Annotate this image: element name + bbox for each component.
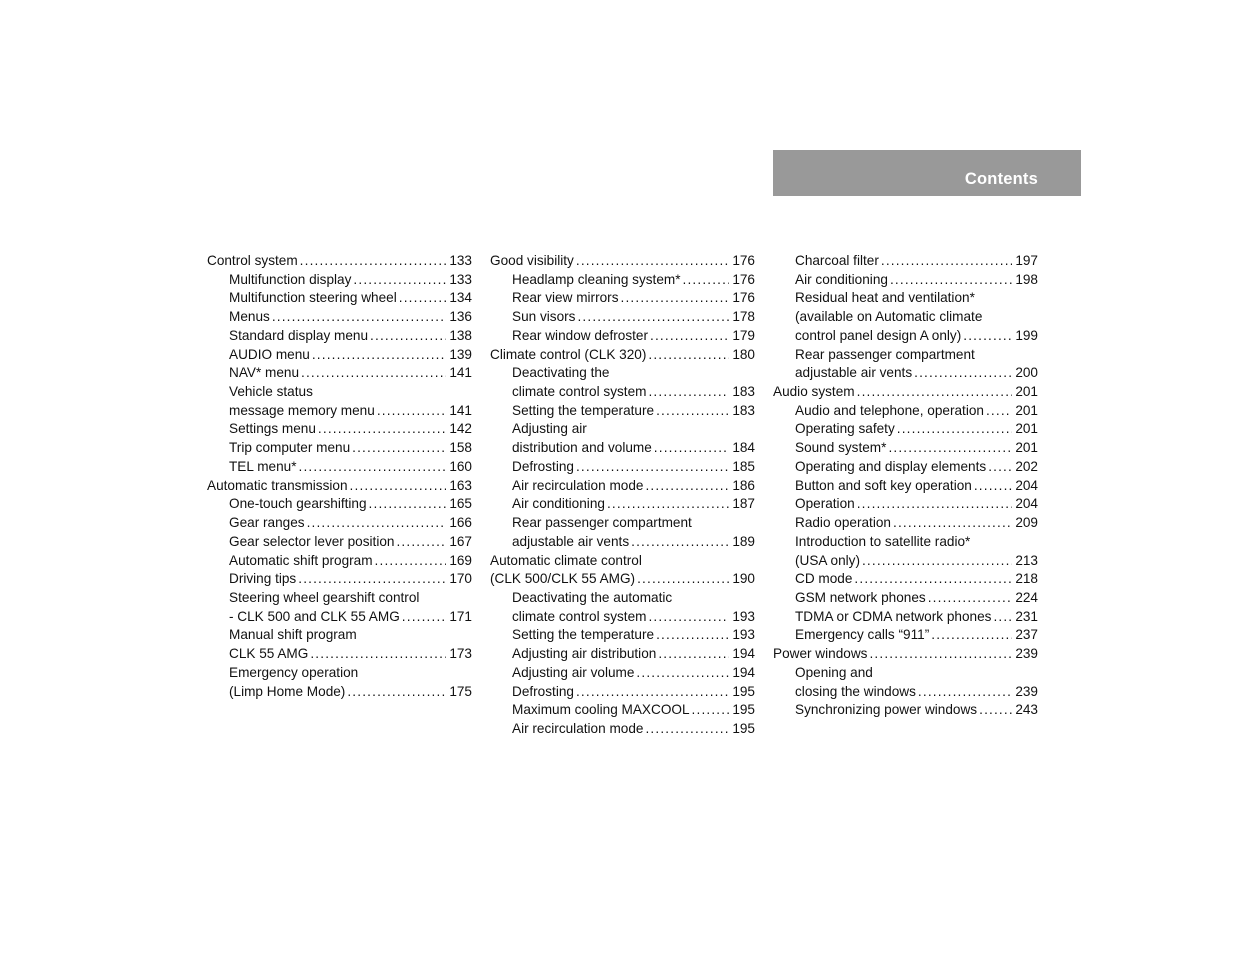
toc-dot-leader bbox=[621, 289, 730, 308]
toc-page-number: 186 bbox=[732, 477, 755, 493]
toc-dot-leader bbox=[648, 383, 729, 402]
toc-entry-title: Climate control (CLK 320) bbox=[490, 346, 647, 362]
toc-entry-title: Introduction to satellite radio* bbox=[795, 533, 971, 549]
toc-dot-leader bbox=[350, 477, 446, 496]
toc-page-number: 133 bbox=[449, 253, 472, 268]
toc-entry-title: Maximum cooling MAXCOOL bbox=[512, 702, 690, 718]
toc-entry-title: Automatic shift program bbox=[229, 552, 373, 568]
toc-entry[interactable] bbox=[490, 458, 755, 477]
toc-dot-leader bbox=[928, 589, 1012, 608]
toc-entry-title: (Limp Home Mode) bbox=[229, 683, 346, 699]
toc-entry[interactable] bbox=[773, 439, 1038, 458]
toc-entry-title: (CLK 500/CLK 55 AMG) bbox=[490, 571, 636, 587]
toc-page-number: 141 bbox=[449, 402, 472, 418]
toc-dot-leader bbox=[607, 495, 729, 514]
toc-page-number: 176 bbox=[732, 290, 755, 306]
toc-dot-leader bbox=[576, 458, 729, 477]
toc-entry[interactable] bbox=[490, 701, 755, 720]
toc-entry-title: Adjusting air bbox=[512, 421, 587, 437]
toc-entry[interactable] bbox=[490, 383, 755, 402]
toc-entry[interactable] bbox=[207, 364, 472, 383]
toc-page-number: 184 bbox=[732, 440, 755, 456]
toc-column-3 bbox=[773, 252, 1038, 720]
toc-entry[interactable] bbox=[490, 327, 755, 346]
toc-entry-title: adjustable air vents bbox=[512, 533, 630, 549]
toc-dot-leader bbox=[402, 608, 446, 627]
toc-entry[interactable] bbox=[773, 683, 1038, 702]
toc-entry-title: climate control system bbox=[512, 608, 647, 624]
toc-entry-title: Deactivating the automatic bbox=[512, 589, 673, 605]
toc-entry-title: Manual shift program bbox=[229, 627, 357, 643]
toc-dot-leader bbox=[656, 626, 729, 645]
toc-entry-title: Vehicle status bbox=[229, 384, 313, 400]
toc-entry-continued bbox=[773, 664, 1038, 683]
toc-page-number: 170 bbox=[449, 571, 472, 587]
toc-page-number: 194 bbox=[732, 646, 755, 662]
toc-page-number: 133 bbox=[449, 271, 472, 287]
toc-entry[interactable] bbox=[207, 402, 472, 421]
toc-dot-leader bbox=[576, 683, 729, 702]
toc-entry-title: Operating and display elements bbox=[795, 458, 987, 474]
toc-entry-title: NAV* menu bbox=[229, 365, 300, 381]
toc-entry[interactable] bbox=[773, 420, 1038, 439]
toc-entry-title: Adjusting air distribution bbox=[512, 646, 657, 662]
toc-entry-continued bbox=[773, 289, 1038, 308]
toc-entry-title: Good visibility bbox=[490, 253, 574, 268]
toc-page-number: 189 bbox=[732, 533, 755, 549]
toc-entry[interactable] bbox=[207, 477, 472, 496]
toc-dot-leader bbox=[648, 346, 729, 365]
toc-entry[interactable] bbox=[490, 720, 755, 739]
toc-entry[interactable] bbox=[773, 589, 1038, 608]
toc-page-number: 204 bbox=[1015, 496, 1038, 512]
toc-dot-leader bbox=[272, 308, 446, 327]
toc-entry[interactable] bbox=[773, 514, 1038, 533]
toc-entry-continued bbox=[207, 589, 472, 608]
toc-page-number: 139 bbox=[449, 346, 472, 362]
toc-entry[interactable] bbox=[773, 608, 1038, 627]
contents-header-bar bbox=[773, 150, 1081, 196]
toc-page-number: 142 bbox=[449, 421, 472, 437]
toc-entry[interactable] bbox=[773, 458, 1038, 477]
toc-page-number: 243 bbox=[1015, 702, 1038, 718]
toc-column-2 bbox=[490, 252, 755, 739]
toc-entry-title: Rear window defroster bbox=[512, 327, 648, 343]
toc-page-number: 183 bbox=[732, 402, 755, 418]
page-title: Contents bbox=[964, 170, 1038, 188]
toc-dot-leader bbox=[974, 477, 1012, 496]
toc-entry-title: Residual heat and ventilation* bbox=[795, 290, 975, 306]
toc-entry-title: Automatic climate control bbox=[490, 552, 642, 568]
toc-entry-title: Trip computer menu bbox=[229, 440, 351, 456]
toc-entry[interactable] bbox=[207, 308, 472, 327]
toc-page-number: 201 bbox=[1015, 384, 1038, 400]
toc-dot-leader bbox=[300, 252, 446, 271]
toc-entry[interactable] bbox=[490, 608, 755, 627]
toc-entry-title: Setting the temperature bbox=[512, 402, 655, 418]
toc-entry-continued bbox=[207, 626, 472, 645]
toc-entry[interactable] bbox=[490, 308, 755, 327]
toc-dot-leader bbox=[577, 308, 729, 327]
toc-dot-leader bbox=[645, 477, 729, 496]
toc-entry-title: CLK 55 AMG bbox=[229, 646, 309, 662]
toc-dot-leader bbox=[307, 514, 446, 533]
toc-entry-title: Headlamp cleaning system* bbox=[512, 271, 681, 287]
toc-entry[interactable] bbox=[773, 645, 1038, 664]
toc-dot-leader bbox=[893, 514, 1012, 533]
toc-page-number: 190 bbox=[732, 571, 755, 587]
toc-page-number: 231 bbox=[1015, 608, 1038, 624]
toc-entry[interactable] bbox=[490, 289, 755, 308]
toc-entry[interactable] bbox=[773, 552, 1038, 571]
toc-page-number: 176 bbox=[732, 253, 755, 268]
toc-page-number: 193 bbox=[732, 627, 755, 643]
toc-entry-title: climate control system bbox=[512, 384, 647, 400]
toc-entry-title: Button and soft key operation bbox=[795, 477, 972, 493]
toc-entry[interactable] bbox=[773, 626, 1038, 645]
toc-dot-leader bbox=[318, 420, 446, 439]
toc-entry[interactable] bbox=[490, 626, 755, 645]
toc-page-number: 209 bbox=[1015, 515, 1038, 531]
toc-page-number: 202 bbox=[1015, 458, 1038, 474]
toc-dot-leader bbox=[869, 645, 1012, 664]
toc-entry[interactable] bbox=[207, 570, 472, 589]
toc-entry[interactable] bbox=[490, 439, 755, 458]
toc-page-number: 200 bbox=[1015, 365, 1038, 381]
toc-entry[interactable] bbox=[490, 477, 755, 496]
toc-entry[interactable] bbox=[207, 533, 472, 552]
toc-page-number: 224 bbox=[1015, 589, 1038, 605]
toc-entry-title: Sun visors bbox=[512, 309, 576, 325]
toc-dot-leader bbox=[352, 439, 446, 458]
toc-entry-title: TDMA or CDMA network phones bbox=[795, 608, 992, 624]
toc-entry-title: closing the windows bbox=[795, 683, 916, 699]
toc-page-number: 165 bbox=[449, 496, 472, 512]
toc-dot-leader bbox=[692, 701, 729, 720]
toc-entry-title: (available on Automatic climate bbox=[795, 309, 983, 325]
toc-page-number: 166 bbox=[449, 515, 472, 531]
toc-entry[interactable] bbox=[490, 346, 755, 365]
toc-entry-title: Multifunction steering wheel bbox=[229, 290, 397, 306]
toc-entry[interactable] bbox=[207, 327, 472, 346]
toc-page-number: 180 bbox=[732, 346, 755, 362]
toc-page-number: 197 bbox=[1015, 253, 1038, 268]
toc-dot-leader bbox=[918, 683, 1012, 702]
toc-entry[interactable] bbox=[773, 383, 1038, 402]
toc-entry[interactable] bbox=[207, 514, 472, 533]
toc-entry-title: Automatic transmission bbox=[207, 477, 348, 493]
toc-dot-leader bbox=[931, 626, 1012, 645]
toc-entry-title: Control system bbox=[207, 253, 298, 268]
toc-entry[interactable] bbox=[207, 252, 472, 271]
toc-entry-title: Charcoal filter bbox=[795, 253, 879, 268]
toc-dot-leader bbox=[979, 701, 1012, 720]
toc-entry[interactable] bbox=[773, 364, 1038, 383]
toc-entry[interactable] bbox=[207, 608, 472, 627]
toc-dot-leader bbox=[353, 271, 446, 290]
toc-dot-leader bbox=[988, 458, 1012, 477]
toc-page-number: 213 bbox=[1015, 552, 1038, 568]
toc-page-number: 194 bbox=[732, 664, 755, 680]
toc-page-number: 195 bbox=[732, 683, 755, 699]
toc-page-number: 169 bbox=[449, 552, 472, 568]
toc-dot-leader bbox=[310, 645, 446, 664]
toc-page-number: 163 bbox=[449, 477, 472, 493]
toc-dot-leader bbox=[881, 252, 1012, 271]
toc-entry[interactable] bbox=[207, 439, 472, 458]
toc-page-number: 185 bbox=[732, 458, 755, 474]
toc-entry[interactable] bbox=[773, 701, 1038, 720]
toc-page-number: 141 bbox=[449, 365, 472, 381]
toc-dot-leader bbox=[370, 327, 446, 346]
toc-entry-title: Audio and telephone, operation bbox=[795, 402, 984, 418]
toc-dot-leader bbox=[658, 645, 729, 664]
toc-entry[interactable] bbox=[490, 252, 755, 271]
toc-page-number: 136 bbox=[449, 309, 472, 325]
toc-entry[interactable] bbox=[490, 683, 755, 702]
toc-entry-continued bbox=[773, 346, 1038, 365]
toc-page-number: 201 bbox=[1015, 421, 1038, 437]
toc-page-number: 134 bbox=[449, 290, 472, 306]
toc-entry[interactable] bbox=[773, 402, 1038, 421]
toc-page-number: 158 bbox=[449, 440, 472, 456]
toc-dot-leader bbox=[888, 439, 1012, 458]
toc-dot-leader bbox=[656, 402, 729, 421]
toc-page-number: 218 bbox=[1015, 571, 1038, 587]
toc-entry[interactable] bbox=[773, 327, 1038, 346]
toc-entry-title: Steering wheel gearshift control bbox=[229, 589, 420, 605]
toc-entry-title: One-touch gearshifting bbox=[229, 496, 367, 512]
toc-page-number: 179 bbox=[732, 327, 755, 343]
toc-entry-title: CD mode bbox=[795, 571, 853, 587]
toc-dot-leader bbox=[648, 608, 729, 627]
toc-entry-title: Operating safety bbox=[795, 421, 895, 437]
toc-entry[interactable] bbox=[490, 495, 755, 514]
toc-dot-leader bbox=[914, 364, 1012, 383]
toc-dot-leader bbox=[857, 495, 1012, 514]
toc-entry[interactable] bbox=[207, 271, 472, 290]
toc-entry[interactable] bbox=[490, 402, 755, 421]
toc-entry-title: Air recirculation mode bbox=[512, 720, 644, 736]
toc-dot-leader bbox=[375, 552, 446, 571]
toc-page-number: 193 bbox=[732, 608, 755, 624]
toc-dot-leader bbox=[993, 608, 1012, 627]
toc-entry[interactable] bbox=[773, 271, 1038, 290]
toc-entry-title: Radio operation bbox=[795, 515, 891, 531]
toc-dot-leader bbox=[347, 683, 446, 702]
toc-entry-continued bbox=[490, 552, 755, 571]
toc-entry-continued bbox=[207, 383, 472, 402]
toc-entry[interactable] bbox=[207, 289, 472, 308]
toc-dot-leader bbox=[636, 664, 729, 683]
toc-entry[interactable] bbox=[773, 477, 1038, 496]
toc-dot-leader bbox=[650, 327, 729, 346]
toc-entry-title: Settings menu bbox=[229, 421, 316, 437]
toc-entry-title: Standard display menu bbox=[229, 327, 369, 343]
toc-entry-title: message memory menu bbox=[229, 402, 375, 418]
toc-page-number: 160 bbox=[449, 458, 472, 474]
toc-entry-title: Driving tips bbox=[229, 571, 297, 587]
toc-entry-continued bbox=[490, 589, 755, 608]
toc-page-number: 183 bbox=[732, 384, 755, 400]
toc-entry-title: Sound system* bbox=[795, 440, 887, 456]
toc-entry[interactable] bbox=[490, 533, 755, 552]
toc-dot-leader bbox=[645, 720, 729, 739]
toc-entry-title: Rear passenger compartment bbox=[795, 346, 975, 362]
toc-entry-title: Gear ranges bbox=[229, 515, 305, 531]
toc-page-number: 201 bbox=[1015, 402, 1038, 418]
toc-entry[interactable] bbox=[207, 458, 472, 477]
toc-entry[interactable] bbox=[490, 664, 755, 683]
toc-dot-leader bbox=[369, 495, 446, 514]
toc-page-number: 176 bbox=[732, 271, 755, 287]
toc-entry-title: Deactivating the bbox=[512, 365, 610, 381]
toc-dot-leader bbox=[399, 289, 446, 308]
toc-entry-title: control panel design A only) bbox=[795, 327, 962, 343]
toc-page-number: 198 bbox=[1015, 271, 1038, 287]
toc-dot-leader bbox=[986, 402, 1012, 421]
toc-page-number: 178 bbox=[732, 309, 755, 325]
toc-page-number: 195 bbox=[732, 702, 755, 718]
toc-entry[interactable] bbox=[490, 645, 755, 664]
toc-entry-title: Power windows bbox=[773, 646, 868, 662]
toc-page-number: 201 bbox=[1015, 440, 1038, 456]
toc-page-number: 167 bbox=[449, 533, 472, 549]
toc-page-number: 195 bbox=[732, 720, 755, 736]
toc-entry-title: Opening and bbox=[795, 664, 873, 680]
toc-entry-continued bbox=[207, 664, 472, 683]
toc-dot-leader bbox=[683, 271, 730, 290]
toc-dot-leader bbox=[301, 364, 446, 383]
toc-entry-title: Menus bbox=[229, 309, 270, 325]
toc-entry-title: (USA only) bbox=[795, 552, 860, 568]
toc-entry-title: Air recirculation mode bbox=[512, 477, 644, 493]
toc-entry[interactable] bbox=[490, 570, 755, 589]
toc-page-number: 239 bbox=[1015, 683, 1038, 699]
toc-dot-leader bbox=[377, 402, 446, 421]
toc-entry-continued bbox=[773, 533, 1038, 552]
toc-entry-title: Air conditioning bbox=[795, 271, 888, 287]
toc-entry-title: GSM network phones bbox=[795, 589, 926, 605]
toc-entry-title: AUDIO menu bbox=[229, 346, 310, 362]
toc-entry[interactable] bbox=[207, 552, 472, 571]
toc-entry-title: Gear selector lever position bbox=[229, 533, 395, 549]
toc-entry-title: - CLK 500 and CLK 55 AMG bbox=[229, 608, 400, 624]
toc-entry[interactable] bbox=[773, 495, 1038, 514]
toc-entry[interactable] bbox=[207, 346, 472, 365]
toc-dot-leader bbox=[299, 458, 447, 477]
toc-dot-leader bbox=[631, 533, 729, 552]
toc-entry-title: Defrosting bbox=[512, 458, 574, 474]
toc-entry[interactable] bbox=[207, 495, 472, 514]
toc-entry-title: Audio system bbox=[773, 384, 855, 400]
toc-entry-continued bbox=[490, 514, 755, 533]
toc-entry-title: Air conditioning bbox=[512, 496, 605, 512]
toc-page-number: 187 bbox=[732, 496, 755, 512]
toc-entry-continued bbox=[773, 308, 1038, 327]
toc-entry-title: TEL menu* bbox=[229, 458, 297, 474]
toc-entry-title: Emergency calls “911” bbox=[795, 627, 930, 643]
toc-entry-title: Defrosting bbox=[512, 683, 574, 699]
toc-entry-title: adjustable air vents bbox=[795, 365, 913, 381]
toc-entry[interactable] bbox=[207, 683, 472, 702]
toc-entry-title: Rear view mirrors bbox=[512, 290, 619, 306]
toc-dot-leader bbox=[654, 439, 729, 458]
toc-entry[interactable] bbox=[490, 271, 755, 290]
toc-page-number: 175 bbox=[449, 683, 472, 699]
toc-entry-title: Setting the temperature bbox=[512, 627, 655, 643]
toc-entry-title: Adjusting air volume bbox=[512, 664, 635, 680]
toc-dot-leader bbox=[890, 271, 1012, 290]
toc-entry-title: distribution and volume bbox=[512, 440, 652, 456]
toc-entry[interactable] bbox=[207, 420, 472, 439]
toc-page-number: 239 bbox=[1015, 646, 1038, 662]
toc-page-number: 138 bbox=[449, 327, 472, 343]
toc-entry-title: Operation bbox=[795, 496, 855, 512]
toc-page-number: 171 bbox=[449, 608, 472, 624]
toc-entry[interactable] bbox=[773, 570, 1038, 589]
toc-entry[interactable] bbox=[207, 645, 472, 664]
toc-dot-leader bbox=[637, 570, 729, 589]
toc-dot-leader bbox=[312, 346, 446, 365]
toc-page-number: 173 bbox=[449, 646, 472, 662]
toc-page-number: 237 bbox=[1015, 627, 1038, 643]
toc-dot-leader bbox=[854, 570, 1012, 589]
toc-entry-title: Multifunction display bbox=[229, 271, 352, 287]
toc-entry-title: Rear passenger compartment bbox=[512, 515, 692, 531]
toc-dot-leader bbox=[862, 552, 1012, 571]
toc-dot-leader bbox=[963, 327, 1012, 346]
toc-page-number: 204 bbox=[1015, 477, 1038, 493]
toc-dot-leader bbox=[298, 570, 446, 589]
toc-entry-continued bbox=[490, 364, 755, 383]
toc-dot-leader bbox=[897, 420, 1012, 439]
toc-dot-leader bbox=[857, 383, 1012, 402]
toc-dot-leader bbox=[576, 252, 729, 271]
toc-entry[interactable] bbox=[773, 252, 1038, 271]
toc-entry-title: Emergency operation bbox=[229, 664, 359, 680]
toc-entry-continued bbox=[490, 420, 755, 439]
toc-page-number: 199 bbox=[1015, 327, 1038, 343]
toc-dot-leader bbox=[396, 533, 446, 552]
toc-entry-title: Synchronizing power windows bbox=[795, 702, 978, 718]
toc-column-1 bbox=[207, 252, 472, 701]
